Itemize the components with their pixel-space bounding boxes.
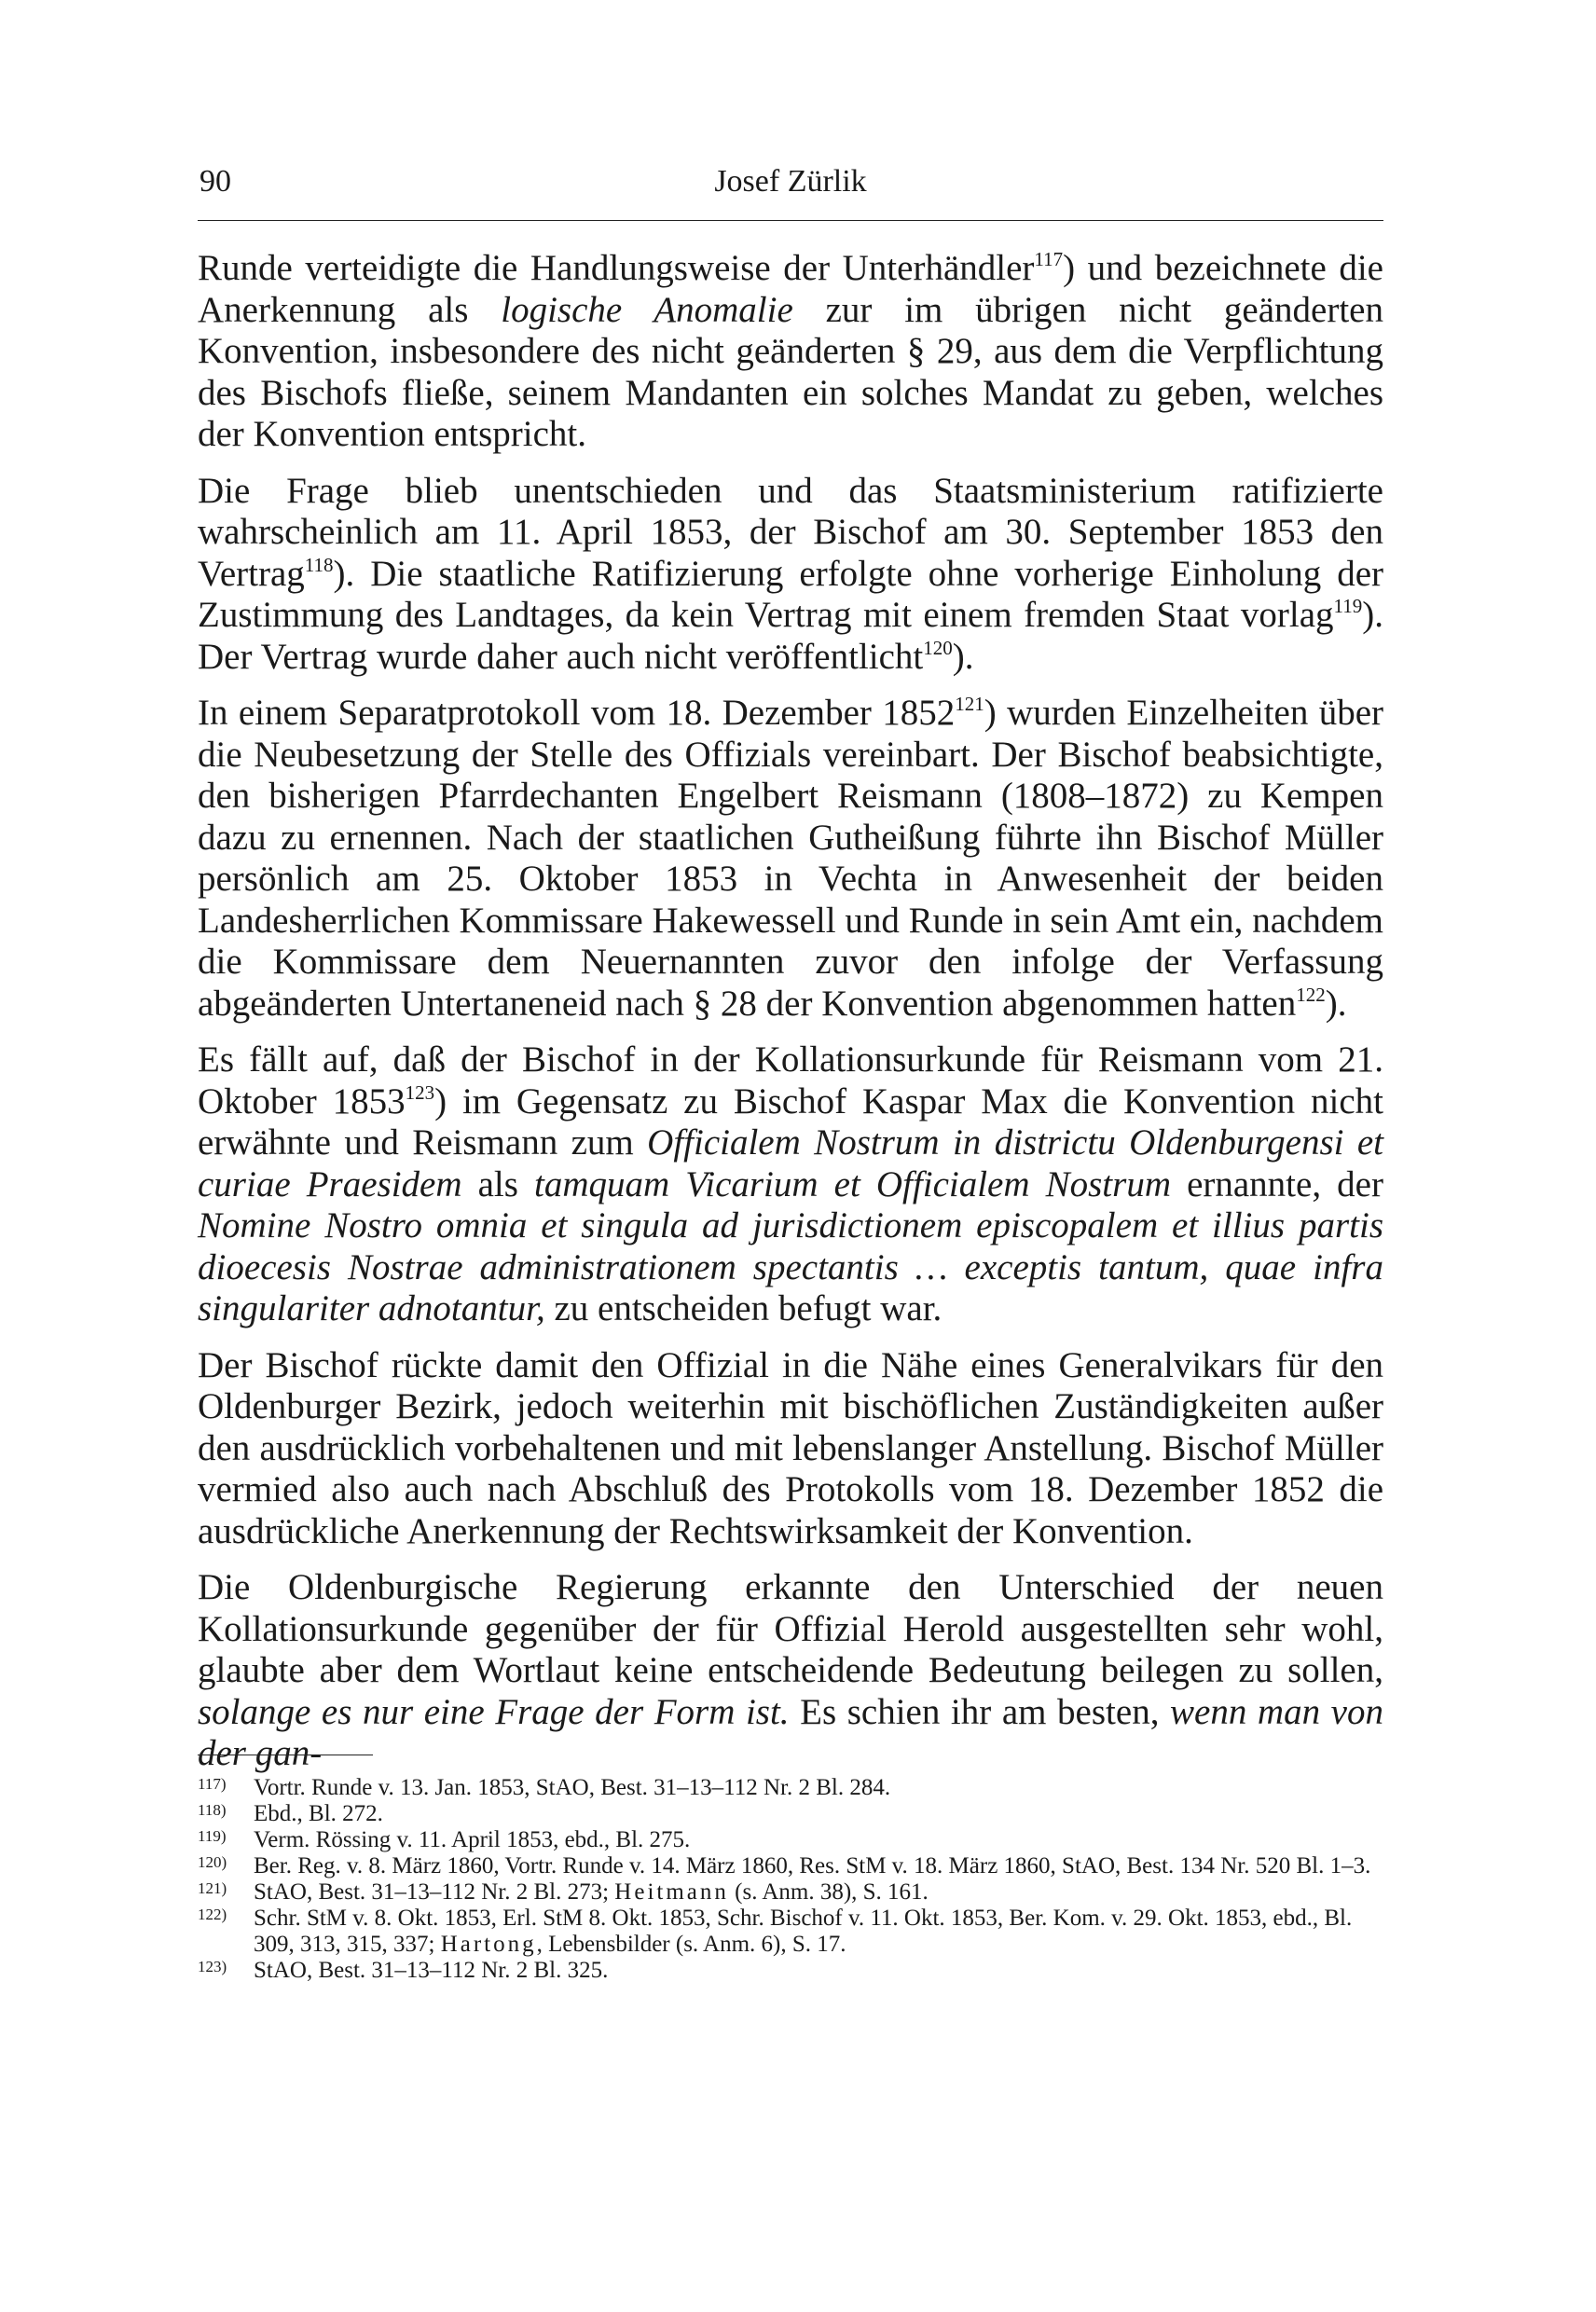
footnote-number: 122) xyxy=(198,1906,227,1923)
page-number: 90 xyxy=(200,164,231,199)
text-run: Der Bischof rückte damit den Offizial in die Nähe eines Generalvikars für den Oldenburger Bezirk, jedoch weiterhin mit bischöflichen Zuständigkeiten außer den ausdrücklich vorbehaltenen und mit lebenslanger Anstellung. Bischof Müller vermied also auch nach Abschluß des Protokolls vom 18. Dezember 1852 die ausdrückliche Anerkennung der Rechtswirksamkeit der Konvention. xyxy=(198,1344,1383,1551)
author-name: Heitmann xyxy=(614,1879,729,1905)
italic-text: wenn man von der gan- xyxy=(198,1691,1383,1773)
italic-text: Nomine Nostro omnia et singula ad jurisdictionem episcopalem et illius partis dioecesis Nostrae administrationem spectantis … exceptis tantum, quae infra singulariter adnotantur, xyxy=(198,1205,1383,1328)
main-text xyxy=(198,248,1383,1790)
footnote-number: 117) xyxy=(198,1775,227,1793)
text-run: zur im übrigen nicht geänderten Konvention, insbesondere des nicht geänderten § 29, aus dem die Verpflichtung des Bischofs fließe, seinem Mandanten ein solches Mandat zu geben, welches der Konvention entspricht. xyxy=(198,289,1383,454)
italic-text: Officialem Nostrum in districtu Oldenburgensi et curiae Praesidem xyxy=(198,1122,1384,1204)
paragraph xyxy=(198,693,1383,1025)
footnote-number: 120) xyxy=(198,1853,227,1871)
text-run: ) im Gegensatz zu Bischof Kaspar Max die Konvention nicht erwähnte und Reismann zum xyxy=(198,1080,1383,1163)
paragraph xyxy=(198,1039,1383,1330)
text-run: Runde verteidigte die Handlungsweise der Unterhändler xyxy=(198,248,1035,288)
text-run: ). Die staatliche Ratifizierung erfolgte ohne vorherige Einholung der Zustimmung des Landtages, da kein Vertrag mit einem fremden Staat vorlag xyxy=(198,553,1383,635)
footnote-ref: 122 xyxy=(1296,983,1326,1006)
footnote-text: StAO, Best. 31–13–112 Nr. 2 Bl. 273; xyxy=(254,1879,615,1905)
running-title: Josef Zürlik xyxy=(714,164,867,199)
footnote-ref: 121 xyxy=(955,693,984,715)
author-name: Hartong xyxy=(440,1932,537,1957)
text-run: als xyxy=(461,1163,535,1204)
text-run: Es schien ihr am besten, xyxy=(789,1691,1171,1732)
paragraph xyxy=(198,248,1383,456)
paragraph xyxy=(198,1567,1383,1775)
footnote-text: Verm. Rössing v. 11. April 1853, ebd., Bl. 275. xyxy=(254,1827,691,1852)
text-run: ) und bezeichnete die Anerkennung als xyxy=(198,248,1383,330)
text-run: ernannte, der xyxy=(1170,1163,1383,1204)
text-run: In einem Separatprotokoll vom 18. Dezember 1852 xyxy=(198,693,956,733)
footnote-ref: 117 xyxy=(1034,248,1064,270)
text-run: Die Frage blieb unentschieden und das Staatsministerium ratifizierte wahrscheinlich am 11. April 1853, der Bischof am 30. September 1853 den Vertrag xyxy=(198,470,1383,594)
paragraph xyxy=(198,1345,1383,1553)
footnote-number: 121) xyxy=(198,1879,227,1897)
footnote xyxy=(198,1958,1383,1984)
footnote-text: StAO, Best. 31–13–112 Nr. 2 Bl. 325. xyxy=(254,1958,609,1983)
footnote-number: 123) xyxy=(198,1958,227,1975)
footnote-number: 118) xyxy=(198,1801,227,1819)
text-run: ). xyxy=(1325,983,1347,1024)
running-head xyxy=(198,164,1383,209)
footnote-text: Vortr. Runde v. 13. Jan. 1853, StAO, Best. 31–13–112 Nr. 2 Bl. 284. xyxy=(254,1775,891,1800)
paragraph xyxy=(198,471,1383,679)
italic-text: solange es nur eine Frage der Form ist. xyxy=(198,1691,790,1732)
footnote-text: Schr. StM v. 8. Okt. 1853, Erl. StM 8. Okt. 1853, Schr. Bischof v. 11. Okt. 1853, Ber. Kom. v. 29. Okt. 1853, ebd., Bl. 309, 313, 315, 337; xyxy=(254,1906,1353,1957)
text-run: ). Der Vertrag wurde daher auch nicht veröffentlicht xyxy=(198,595,1383,677)
footnote xyxy=(198,1775,1383,1801)
footnote-ref: 119 xyxy=(1333,595,1363,617)
italic-text: logische Anomalie xyxy=(501,289,793,330)
footnote-ref: 123 xyxy=(405,1080,435,1104)
text-run: zu entscheiden befugt war. xyxy=(544,1288,942,1328)
footnote-number: 119) xyxy=(198,1827,227,1845)
footnote xyxy=(198,1801,1383,1827)
footnote-text: Ber. Reg. v. 8. März 1860, Vortr. Runde v. 14. März 1860, Res. StM v. 18. März 1860, StAO, Best. 134 Nr. 520 Bl. 1–3. xyxy=(254,1853,1371,1878)
footnote-text: Ebd., Bl. 272. xyxy=(254,1801,383,1826)
text-run: Die Oldenburgische Regierung erkannte den Unterschied der neuen Kollationsurkunde gegenüber der für Offizial Herold ausgestellten sehr wohl, glaubte aber dem Wortlaut keine entscheidende Bedeutung beilegen zu sollen, xyxy=(198,1567,1383,1690)
footnote xyxy=(198,1827,1383,1853)
footnote-text: (s. Anm. 38), S. 161. xyxy=(728,1879,929,1905)
footnote-text: , Lebensbilder (s. Anm. 6), S. 17. xyxy=(536,1932,846,1957)
footnote-ref: 118 xyxy=(304,553,334,576)
text-run: Es fällt auf, daß der Bischof in der Kollationsurkunde für Reismann vom 21. Oktober 1853 xyxy=(198,1039,1383,1122)
footnote xyxy=(198,1906,1383,1958)
footnote xyxy=(198,1879,1383,1906)
footnote xyxy=(198,1853,1383,1879)
footnotes xyxy=(198,1775,1383,1984)
text-run: ) wurden Einzelheiten über die Neubesetzung der Stelle des Offizials vereinbart. Der Bischof beabsichtigte, den bisherigen Pfarrdechanten Engelbert Reismann (1808–1872) zu Kempen dazu zu ernennen. Nach der staatlichen Gutheißung führte ihn Bischof Müller persönlich am 25. Oktober 1853 in Vechta in Anwesenheit der beiden Landesherrlichen Kommissare Hakewessell und Runde in sein Amt ein, nachdem die Kommissare dem Neuernannten zuvor den infolge der Verfassung abgeänderten Untertaneneid nach § 28 der Konvention abgenommen hatten xyxy=(198,693,1384,1024)
text-run: ). xyxy=(952,636,974,677)
footnote-ref: 120 xyxy=(923,636,953,659)
header-rule xyxy=(198,220,1383,221)
italic-text: tamquam Vicarium et Officialem Nostrum xyxy=(534,1163,1171,1204)
